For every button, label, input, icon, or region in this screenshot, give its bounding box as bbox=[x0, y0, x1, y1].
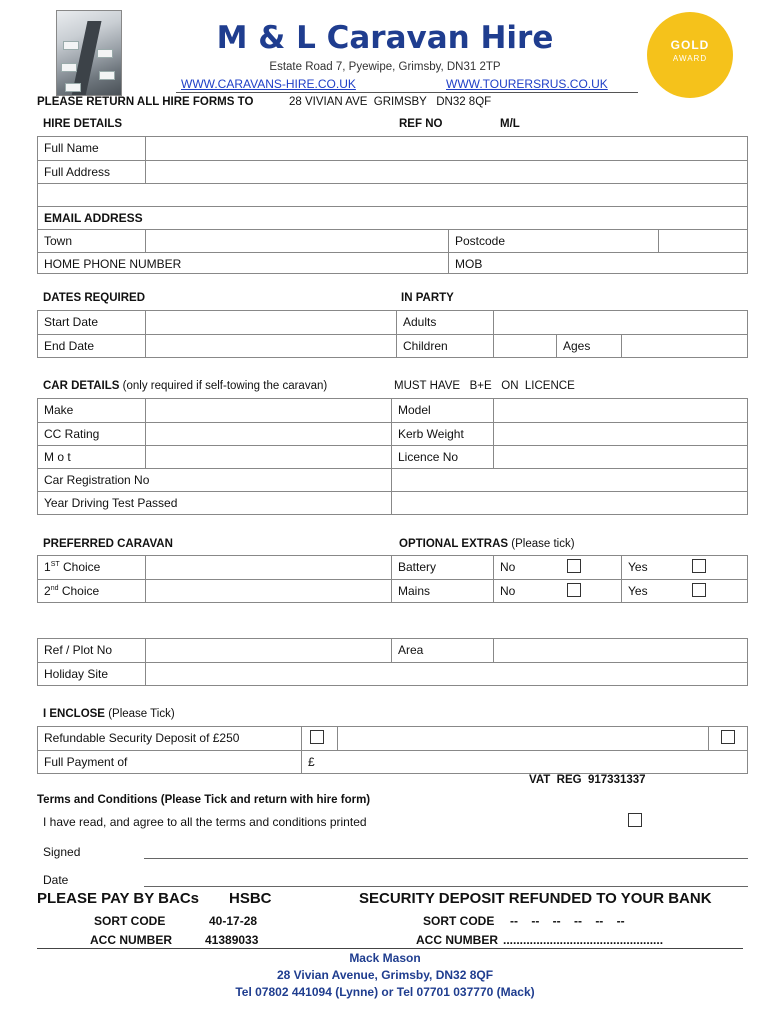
gold-award-badge: GOLD AWARD bbox=[647, 12, 733, 98]
enclose-heading: I ENCLOSE (Please Tick) bbox=[43, 708, 175, 720]
footer-phones: Tel 07802 441094 (Lynne) or Tel 07701 037770 (Mack) bbox=[235, 985, 535, 999]
town-field[interactable] bbox=[145, 230, 448, 252]
car-details-table bbox=[37, 398, 748, 515]
car-registration-label: Car Registration No bbox=[44, 473, 150, 487]
acc-number-value: 41389033 bbox=[205, 933, 259, 947]
licence-requirement: MUST HAVE B+E ON LICENCE bbox=[394, 380, 575, 392]
full-payment-label: Full Payment of bbox=[44, 755, 128, 769]
page-title: M & L Caravan Hire bbox=[216, 20, 554, 56]
cc-rating-field[interactable] bbox=[145, 423, 391, 445]
caravan-table bbox=[37, 555, 748, 603]
preferred-caravan-heading: PREFERRED CARAVAN bbox=[43, 538, 173, 550]
mot-field[interactable] bbox=[145, 446, 391, 468]
adults-label: Adults bbox=[396, 311, 493, 334]
car-details-heading: CAR DETAILS (only required if self-towing the caravan) bbox=[43, 380, 328, 392]
battery-yes-option: Yes bbox=[621, 556, 747, 579]
children-field[interactable] bbox=[493, 335, 556, 357]
full-address-field[interactable] bbox=[145, 161, 747, 183]
refund-sort-code-field[interactable]: -- -- -- -- -- -- bbox=[510, 914, 625, 928]
licence-no-field[interactable] bbox=[493, 446, 747, 468]
mains-yes-checkbox[interactable] bbox=[692, 583, 706, 597]
return-label: PLEASE RETURN ALL HIRE FORMS TO bbox=[37, 96, 254, 108]
refund-note: SECURITY DEPOSIT REFUNDED TO YOUR BANK bbox=[359, 890, 712, 907]
site-table bbox=[37, 638, 748, 686]
mob-label[interactable]: MOB bbox=[448, 253, 747, 273]
header-divider bbox=[176, 92, 638, 93]
full-address-field-line2[interactable] bbox=[38, 184, 747, 206]
optional-extras-heading: OPTIONAL EXTRAS (Please tick) bbox=[399, 538, 575, 550]
bank-name: HSBC bbox=[229, 890, 272, 907]
deposit-notes-field[interactable] bbox=[337, 727, 708, 750]
home-phone-label[interactable]: HOME PHONE NUMBER bbox=[44, 257, 182, 271]
second-choice-field[interactable] bbox=[145, 580, 391, 602]
start-date-label: Start Date bbox=[44, 315, 99, 329]
car-registration-field[interactable] bbox=[391, 469, 747, 491]
driving-test-year-field[interactable] bbox=[391, 492, 747, 514]
cc-rating-label: CC Rating bbox=[44, 427, 100, 441]
hire-details-table bbox=[37, 136, 748, 274]
email-address-field[interactable]: EMAIL ADDRESS bbox=[44, 211, 143, 225]
hire-details-heading: HIRE DETAILS bbox=[43, 118, 123, 130]
mot-label: M o t bbox=[44, 450, 71, 464]
licence-no-label: Licence No bbox=[391, 446, 493, 468]
refund-acc-number-label: ACC NUMBER bbox=[416, 933, 498, 947]
ages-field[interactable] bbox=[621, 335, 747, 357]
ref-plot-label: Ref / Plot No bbox=[44, 643, 113, 657]
deposit-label: Refundable Security Deposit of £250 bbox=[44, 731, 240, 745]
mains-no-checkbox[interactable] bbox=[567, 583, 581, 597]
terms-checkbox[interactable] bbox=[628, 813, 642, 827]
extra-checkbox[interactable] bbox=[721, 730, 735, 744]
terms-agree-text: I have read, and agree to all the terms and conditions printed bbox=[43, 815, 367, 829]
terms-heading: Terms and Conditions (Please Tick and return with hire form) bbox=[37, 794, 371, 806]
battery-label: Battery bbox=[391, 556, 493, 579]
end-date-label: End Date bbox=[44, 339, 95, 353]
extra-tick-cell bbox=[708, 727, 747, 750]
adults-field[interactable] bbox=[493, 311, 747, 334]
full-payment-field[interactable]: £ bbox=[301, 751, 747, 773]
footer-name: Mack Mason bbox=[349, 951, 421, 965]
first-choice-label: 1ST Choice bbox=[44, 560, 101, 574]
model-label: Model bbox=[391, 399, 493, 422]
holiday-site-field[interactable] bbox=[145, 663, 747, 685]
website-link-caravans-hire[interactable]: WWW.CARAVANS-HIRE.CO.UK bbox=[181, 77, 356, 91]
second-choice-label: 2nd Choice bbox=[44, 584, 100, 598]
children-label: Children bbox=[396, 335, 493, 357]
company-address: Estate Road 7, Pyewipe, Grimsby, DN31 2TP bbox=[269, 61, 501, 73]
area-field[interactable] bbox=[493, 639, 747, 662]
refund-sort-code-label: SORT CODE bbox=[423, 914, 495, 928]
driving-test-year-label: Year Driving Test Passed bbox=[44, 496, 178, 510]
end-date-field[interactable] bbox=[145, 335, 396, 357]
refund-acc-number-field[interactable]: ................................................ bbox=[503, 933, 664, 947]
dates-required-heading: DATES REQUIRED bbox=[43, 292, 146, 304]
ref-plot-field[interactable] bbox=[145, 639, 391, 662]
footer-divider bbox=[37, 948, 743, 949]
signed-label: Signed bbox=[43, 845, 81, 859]
town-label: Town bbox=[44, 234, 73, 248]
signature-line[interactable] bbox=[144, 858, 748, 859]
battery-yes-checkbox[interactable] bbox=[692, 559, 706, 573]
in-party-heading: IN PARTY bbox=[401, 292, 454, 304]
first-choice-field[interactable] bbox=[145, 556, 391, 579]
vat-reg: VAT REG 917331337 bbox=[529, 774, 646, 786]
date-label: Date bbox=[43, 873, 69, 887]
postcode-label: Postcode bbox=[448, 230, 658, 252]
deposit-checkbox[interactable] bbox=[310, 730, 324, 744]
mains-yes-option: Yes bbox=[621, 580, 747, 602]
full-name-field[interactable] bbox=[145, 137, 747, 160]
acc-number-label: ACC NUMBER bbox=[90, 933, 172, 947]
ages-label: Ages bbox=[556, 335, 621, 357]
ref-no-value: M/L bbox=[500, 118, 520, 130]
battery-no-option: No bbox=[493, 556, 621, 579]
make-label: Make bbox=[44, 403, 74, 417]
holiday-site-label: Holiday Site bbox=[44, 667, 109, 681]
deposit-tick-cell bbox=[301, 727, 337, 750]
ref-no-label: REF NO bbox=[399, 118, 443, 130]
enclose-table bbox=[37, 726, 748, 774]
dates-table bbox=[37, 310, 748, 358]
kerb-weight-field[interactable] bbox=[493, 423, 747, 445]
start-date-field[interactable] bbox=[145, 311, 396, 334]
model-field[interactable] bbox=[493, 399, 747, 422]
full-name-label: Full Name bbox=[44, 141, 99, 155]
mains-no-option: No bbox=[493, 580, 621, 602]
kerb-weight-label: Kerb Weight bbox=[391, 423, 493, 445]
return-address: 28 VIVIAN AVE GRIMSBY DN32 8QF bbox=[289, 96, 492, 108]
pay-by-bacs: PLEASE PAY BY BACs bbox=[37, 890, 200, 907]
full-address-label: Full Address bbox=[44, 165, 111, 179]
sort-code-value: 40-17-28 bbox=[209, 914, 258, 928]
footer-address: 28 Vivian Avenue, Grimsby, DN32 8QF bbox=[276, 968, 494, 982]
sort-code-label: SORT CODE bbox=[94, 914, 166, 928]
make-field[interactable] bbox=[145, 399, 391, 422]
date-line[interactable] bbox=[144, 886, 748, 887]
mains-label: Mains bbox=[391, 580, 493, 602]
website-link-tourersrus[interactable]: WWW.TOURERSRUS.CO.UK bbox=[446, 77, 608, 91]
area-label: Area bbox=[391, 639, 493, 662]
battery-no-checkbox[interactable] bbox=[567, 559, 581, 573]
postcode-field[interactable] bbox=[658, 230, 747, 252]
